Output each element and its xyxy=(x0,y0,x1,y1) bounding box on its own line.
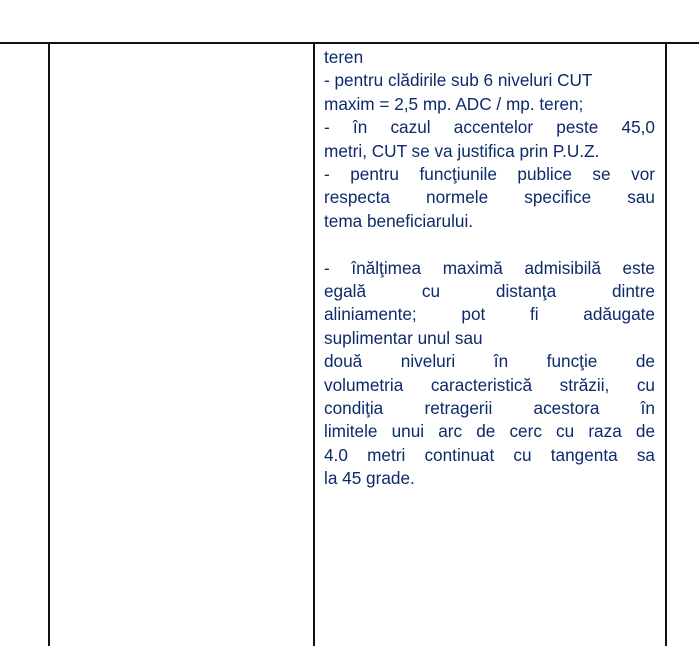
text-line: - pentru clădirile sub 6 niveluri CUT xyxy=(324,70,593,91)
text-line: metri, CUT se va justifica prin P.U.Z. xyxy=(324,140,600,161)
table-top-border xyxy=(0,42,699,44)
text-line: - pentru funcţiunile publice se vor xyxy=(324,164,655,185)
text-line: 4.0 metri continuat cu tangenta sa xyxy=(324,444,655,465)
text-line: aliniamente; pot fi adăugate xyxy=(324,304,655,325)
text-line: suplimentar unul sau xyxy=(324,327,483,348)
table-column-divider-1 xyxy=(48,42,50,646)
text-line: tema beneficiarului. xyxy=(324,210,474,231)
text-line: volumetria caracteristică străzii, cu xyxy=(324,374,655,395)
regulation-text-cell xyxy=(324,46,655,491)
paragraph-gap xyxy=(324,233,655,256)
text-line: egală cu distanţa dintre xyxy=(324,281,655,302)
text-line: condiţia retragerii acestora în xyxy=(324,398,655,419)
text-line: respecta normele specifice sau xyxy=(324,187,655,208)
table-column-divider-3 xyxy=(665,42,667,646)
text-line: la 45 grade. xyxy=(324,468,415,489)
text-line: maxim = 2,5 mp. ADC / mp. teren; xyxy=(324,93,584,114)
text-line: limitele unui arc de cerc cu raza de xyxy=(324,421,655,442)
text-line: - în cazul accentelor peste 45,0 xyxy=(324,117,655,138)
table-column-divider-2 xyxy=(313,42,315,646)
text-line: două niveluri în funcţie de xyxy=(324,351,655,372)
text-line: teren xyxy=(324,47,364,67)
text-line: - înălţimea maximă admisibilă este xyxy=(324,257,655,278)
